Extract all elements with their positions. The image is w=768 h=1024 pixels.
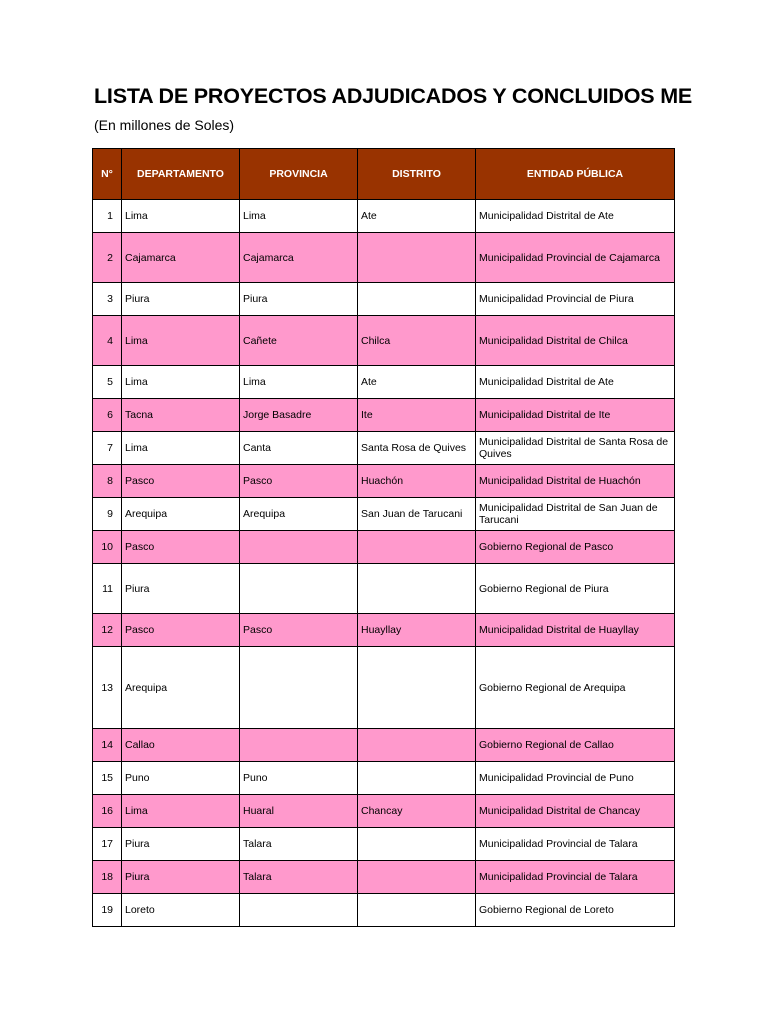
cell-departamento: Lima bbox=[122, 366, 240, 399]
cell-number: 14 bbox=[93, 729, 122, 762]
table-row bbox=[93, 795, 675, 828]
cell-entidad: Municipalidad Provincial de Piura bbox=[476, 283, 675, 316]
cell-number: 4 bbox=[93, 316, 122, 366]
cell-distrito bbox=[358, 233, 476, 283]
table-row bbox=[93, 894, 675, 927]
cell-provincia: Lima bbox=[240, 366, 358, 399]
cell-entidad: Municipalidad Provincial de Puno bbox=[476, 762, 675, 795]
table-row bbox=[93, 316, 675, 366]
table-row bbox=[93, 498, 675, 531]
cell-entidad: Gobierno Regional de Callao bbox=[476, 729, 675, 762]
cell-distrito: San Juan de Tarucani bbox=[358, 498, 476, 531]
cell-number: 2 bbox=[93, 233, 122, 283]
column-header-entidad: ENTIDAD PÚBLICA bbox=[476, 149, 675, 200]
cell-entidad: Municipalidad Distrital de Chilca bbox=[476, 316, 675, 366]
cell-entidad: Municipalidad Distrital de Ite bbox=[476, 399, 675, 432]
cell-provincia: Piura bbox=[240, 283, 358, 316]
cell-departamento: Pasco bbox=[122, 614, 240, 647]
cell-provincia: Cañete bbox=[240, 316, 358, 366]
table-row bbox=[93, 399, 675, 432]
cell-number: 9 bbox=[93, 498, 122, 531]
cell-distrito: Chilca bbox=[358, 316, 476, 366]
cell-distrito bbox=[358, 894, 476, 927]
cell-departamento: Piura bbox=[122, 861, 240, 894]
table-row bbox=[93, 828, 675, 861]
table-row bbox=[93, 432, 675, 465]
cell-entidad: Municipalidad Distrital de Chancay bbox=[476, 795, 675, 828]
cell-entidad: Municipalidad Distrital de Ate bbox=[476, 200, 675, 233]
cell-provincia: Puno bbox=[240, 762, 358, 795]
cell-number: 7 bbox=[93, 432, 122, 465]
cell-distrito bbox=[358, 564, 476, 614]
cell-entidad: Gobierno Regional de Arequipa bbox=[476, 647, 675, 729]
cell-departamento: Piura bbox=[122, 564, 240, 614]
cell-provincia bbox=[240, 647, 358, 729]
cell-entidad: Gobierno Regional de Loreto bbox=[476, 894, 675, 927]
cell-entidad: Municipalidad Distrital de Huayllay bbox=[476, 614, 675, 647]
page-title: LISTA DE PROYECTOS ADJUDICADOS Y CONCLUIDOS ME bbox=[94, 84, 693, 108]
cell-departamento: Lima bbox=[122, 316, 240, 366]
table-row bbox=[93, 283, 675, 316]
cell-departamento: Lima bbox=[122, 795, 240, 828]
page-subtitle: (En millones de Soles) bbox=[94, 117, 235, 133]
cell-entidad: Municipalidad Distrital de Santa Rosa de Quives bbox=[476, 432, 675, 465]
cell-departamento: Pasco bbox=[122, 531, 240, 564]
column-header-number: N° bbox=[93, 149, 122, 200]
table-row bbox=[93, 564, 675, 614]
cell-departamento: Cajamarca bbox=[122, 233, 240, 283]
cell-number: 11 bbox=[93, 564, 122, 614]
cell-departamento: Callao bbox=[122, 729, 240, 762]
cell-departamento: Lima bbox=[122, 200, 240, 233]
table-row bbox=[93, 366, 675, 399]
table-row bbox=[93, 200, 675, 233]
table-row bbox=[93, 762, 675, 795]
cell-departamento: Lima bbox=[122, 432, 240, 465]
cell-distrito bbox=[358, 729, 476, 762]
cell-departamento: Puno bbox=[122, 762, 240, 795]
cell-provincia: Lima bbox=[240, 200, 358, 233]
cell-distrito: Ate bbox=[358, 200, 476, 233]
table-row bbox=[93, 614, 675, 647]
cell-number: 6 bbox=[93, 399, 122, 432]
cell-distrito: Huayllay bbox=[358, 614, 476, 647]
cell-provincia bbox=[240, 729, 358, 762]
cell-provincia: Jorge Basadre bbox=[240, 399, 358, 432]
cell-number: 5 bbox=[93, 366, 122, 399]
cell-entidad: Gobierno Regional de Piura bbox=[476, 564, 675, 614]
cell-distrito bbox=[358, 762, 476, 795]
cell-entidad: Gobierno Regional de Pasco bbox=[476, 531, 675, 564]
column-header-distrito: DISTRITO bbox=[358, 149, 476, 200]
cell-distrito: Huachón bbox=[358, 465, 476, 498]
cell-provincia bbox=[240, 531, 358, 564]
cell-number: 8 bbox=[93, 465, 122, 498]
cell-provincia: Huaral bbox=[240, 795, 358, 828]
cell-number: 1 bbox=[93, 200, 122, 233]
cell-departamento: Pasco bbox=[122, 465, 240, 498]
cell-number: 17 bbox=[93, 828, 122, 861]
cell-entidad: Municipalidad Provincial de Cajamarca bbox=[476, 233, 675, 283]
cell-provincia: Pasco bbox=[240, 465, 358, 498]
cell-number: 12 bbox=[93, 614, 122, 647]
column-header-provincia: PROVINCIA bbox=[240, 149, 358, 200]
cell-departamento: Piura bbox=[122, 828, 240, 861]
cell-distrito bbox=[358, 828, 476, 861]
projects-table bbox=[92, 148, 675, 927]
cell-provincia: Cajamarca bbox=[240, 233, 358, 283]
cell-entidad: Municipalidad Distrital de Huachón bbox=[476, 465, 675, 498]
cell-entidad: Municipalidad Distrital de San Juan de Tarucani bbox=[476, 498, 675, 531]
cell-entidad: Municipalidad Distrital de Ate bbox=[476, 366, 675, 399]
cell-provincia: Canta bbox=[240, 432, 358, 465]
cell-number: 18 bbox=[93, 861, 122, 894]
cell-distrito bbox=[358, 283, 476, 316]
table-row bbox=[93, 861, 675, 894]
cell-distrito: Chancay bbox=[358, 795, 476, 828]
cell-provincia: Talara bbox=[240, 828, 358, 861]
cell-departamento: Piura bbox=[122, 283, 240, 316]
cell-number: 16 bbox=[93, 795, 122, 828]
cell-provincia bbox=[240, 564, 358, 614]
cell-provincia: Talara bbox=[240, 861, 358, 894]
table-row bbox=[93, 233, 675, 283]
cell-departamento: Loreto bbox=[122, 894, 240, 927]
cell-provincia: Pasco bbox=[240, 614, 358, 647]
cell-number: 15 bbox=[93, 762, 122, 795]
table-row bbox=[93, 647, 675, 729]
cell-distrito bbox=[358, 861, 476, 894]
cell-distrito: Ite bbox=[358, 399, 476, 432]
table-row bbox=[93, 729, 675, 762]
cell-number: 19 bbox=[93, 894, 122, 927]
table-row bbox=[93, 465, 675, 498]
cell-provincia: Arequipa bbox=[240, 498, 358, 531]
cell-entidad: Municipalidad Provincial de Talara bbox=[476, 861, 675, 894]
cell-number: 3 bbox=[93, 283, 122, 316]
cell-departamento: Arequipa bbox=[122, 498, 240, 531]
cell-number: 13 bbox=[93, 647, 122, 729]
cell-entidad: Municipalidad Provincial de Talara bbox=[476, 828, 675, 861]
cell-distrito bbox=[358, 531, 476, 564]
cell-departamento: Tacna bbox=[122, 399, 240, 432]
cell-distrito bbox=[358, 647, 476, 729]
cell-departamento: Arequipa bbox=[122, 647, 240, 729]
table-row bbox=[93, 531, 675, 564]
column-header-departamento: DEPARTAMENTO bbox=[122, 149, 240, 200]
cell-number: 10 bbox=[93, 531, 122, 564]
cell-provincia bbox=[240, 894, 358, 927]
table-header-row bbox=[93, 149, 675, 200]
cell-distrito: Ate bbox=[358, 366, 476, 399]
cell-distrito: Santa Rosa de Quives bbox=[358, 432, 476, 465]
